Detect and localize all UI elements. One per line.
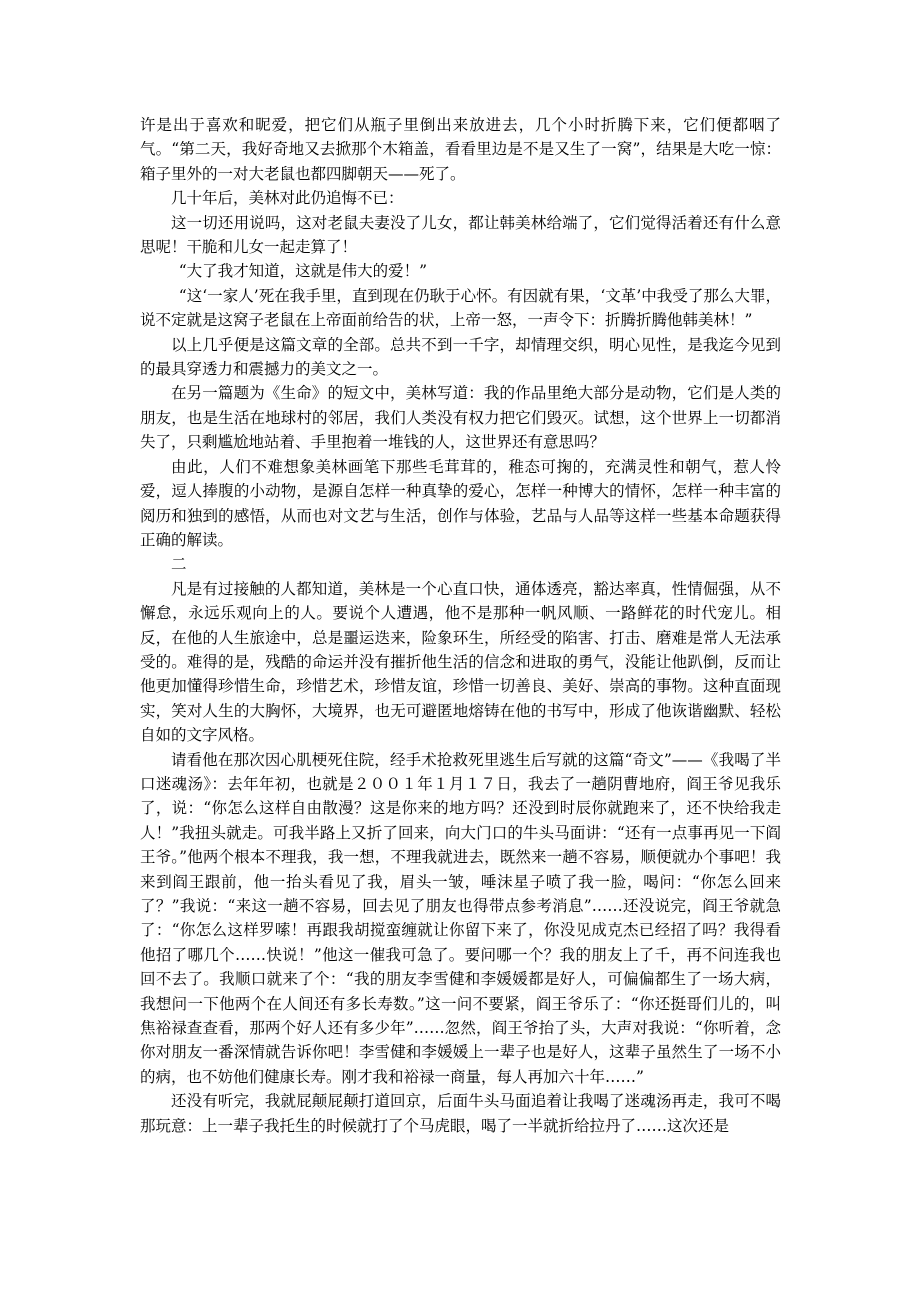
paragraph-5: “这‘一家人’死在我手里，直到现在仍耿于心怀。有因就有果，‘文革’中我受了那么大罪，说不定就是这窝子老鼠在上帝面前给告的状，上帝一怒，一声令下：折腾折腾他韩美林！” [140, 286, 781, 330]
paragraph-3: 这一切还用说吗，这对老鼠夫妻没了儿女，都让韩美林给端了，它们觉得活着还有什么意思呢！干脆和儿女一起走算了！ [140, 213, 781, 257]
paragraph-2: 几十年后，美林对此仍追悔不已： [171, 189, 404, 208]
paragraph-6: 以上几乎便是这篇文章的全部。总共不到一千字，却情理交织，明心见性，是我迄今见到的最具穿透力和震撼力的美文之一。 [140, 335, 781, 379]
paragraph-8: 由此，人们不难想象美林画笔下那些毛茸茸的，稚态可掬的，充满灵性和朝气，惹人怜爱，逗人捧腹的小动物，是源自怎样一种真挚的爱心，怎样一种博大的情怀，怎样一种丰富的阅历和独到的感悟，从而也对文艺与生活，创作与体验，艺品与人品等这样一些基本命题获得正确的解读。 [140, 457, 781, 549]
paragraph-1: 许是出于喜欢和昵爱，把它们从瓶子里倒出来放进去，几个小时折腾下来，它们便都咽了气。“第二天，我好奇地又去掀那个木箱盖，看看里边是不是又生了一窝”，结果是大吃一惊：箱子里外的一对大老鼠也都四脚朝天——死了。 [140, 116, 781, 183]
paragraph-9: 凡是有过接触的人都知道，美林是一个心直口快，通体透亮，豁达率真，性情倔强，从不懈怠，永远乐观向上的人。要说个人遭遇，他不是那种一帆风顺、一路鲜花的时代宠儿。相反，在他的人生旅途中，总是噩运迭来，险象环生，所经受的陷害、打击、磨难是常人无法承受的。难得的是，残酷的命运并没有摧折他生活的信念和进取的勇气，没能让他趴倒，反而让他更加懂得珍惜生命，珍惜艺术，珍惜友谊，珍惜一切善良、美好、崇高的事物。这种直面现实，笑对人生的大胸怀，大境界，也无可避匿地熔铸在他的书写中，形成了他诙谐幽默、轻松自如的文字风格。 [140, 579, 781, 745]
paragraph-7: 在另一篇题为《生命》的短文中，美林写道：我的作品里绝大部分是动物，它们是人类的朋友，也是生活在地球村的邻居，我们人类没有权力把它们毁灭。试想，这个世界上一切都消失了，只剩尴尬地站着、手里抱着一堆钱的人，这世界还有意思吗？ [140, 384, 781, 452]
document-page [140, 113, 781, 1138]
paragraph-11: 还没有听完，我就屁颠屁颠打道回京，后面牛头马面追着让我喝了迷魂汤再走，我可不喝那玩意：上一辈子我托生的时候就打了个马虎眼，喝了一半就折给拉丹了……这次还是 [140, 1092, 781, 1135]
section-heading: 二 [171, 555, 187, 574]
paragraph-4: “大了我才知道，这就是伟大的爱！” [178, 262, 428, 281]
paragraph-10: 请看他在那次因心肌梗死住院，经手术抢救死里逃生后写就的这篇“奇文”——《我喝了半口迷魂汤》：去年年初，也就是２００１年１月１７日，我去了一趟阴曹地府，阎王爷见我乐了，说：“你怎么这样自由散漫？这是你来的地方吗？还没到时辰你就跑来了，还不快给我走人！”我扭头就走。可我半路上又折了回来，向大门口的牛头马面讲：“还有一点事再见一下阎王爷。”他两个根本不理我，我一想，不理我就进去，既然来一趟不容易，顺便就办个事吧！我来到阎王跟前，他一抬头看见了我，眉头一皱，唾沫星子喷了我一脸，喝问：“你怎么回来了？”我说：“来这一趟不容易，回去见了朋友也得带点参考消息”……还没说完，阎王爷就急了：“你怎么这样罗嗦！再跟我胡搅蛮缠就让你留下来了，你没见成克杰已经招了吗？我得看他招了哪几个……快说！”他这一催我可急了。要问哪一个？我的朋友上了千，再不问连我也回不去了。我顺口就来了个：“我的朋友李雪健和李媛媛都是好人，可偏偏都生了一场大病，我想问一下他两个在人间还有多长寿数。”这一问不要紧，阎王爷乐了：“你还挺哥们儿的，叫焦裕禄查查看，那两个好人还有多少年”……忽然，阎王爷抬了头，大声对我说：“你听着，念你对朋友一番深情就告诉你吧！李雪健和李媛媛上一辈子也是好人，这辈子虽然生了一场不小的病，也不妨他们健康长寿。刚才我和裕禄一商量，每人再加六十年……” [140, 750, 781, 1086]
